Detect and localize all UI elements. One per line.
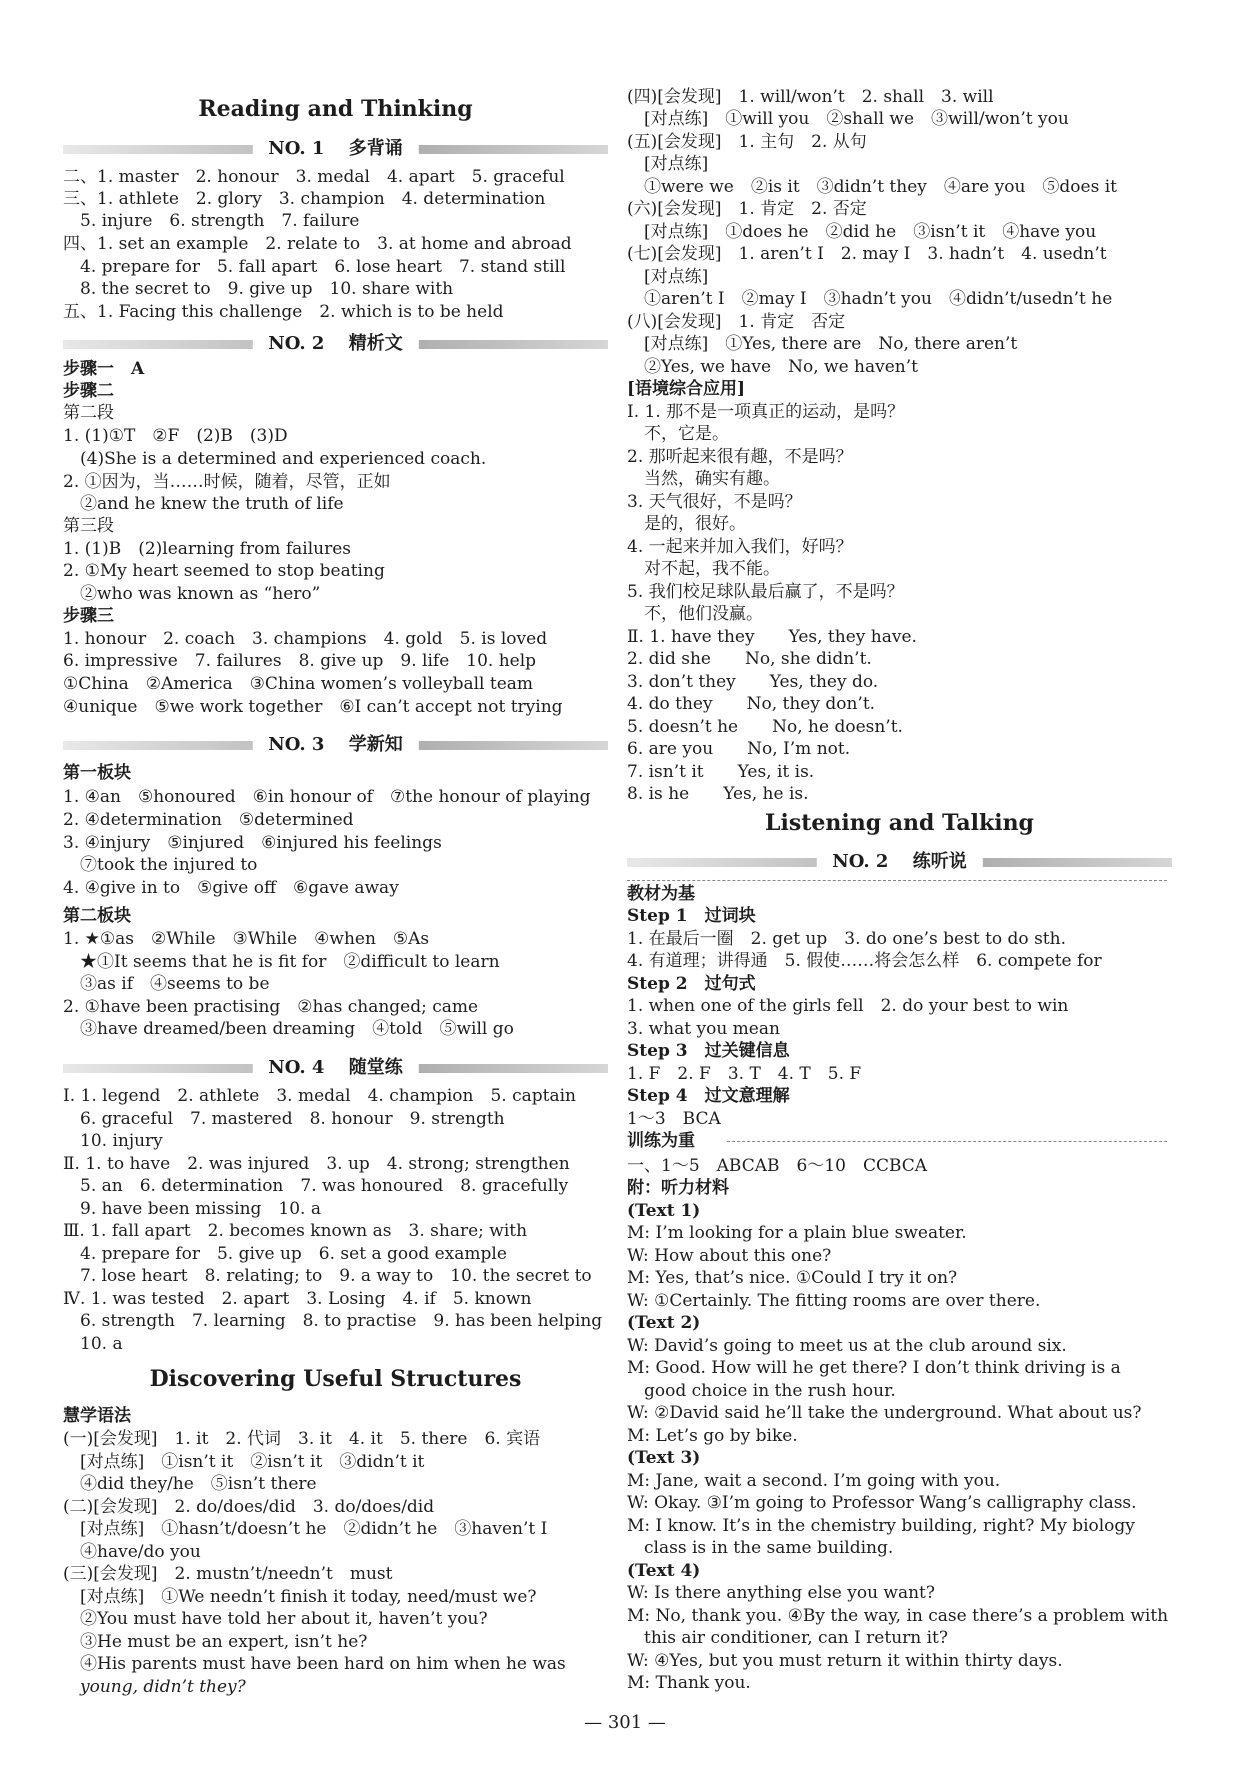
- text-line: 5. an 6. determination 7. was honoured 8. gracefully: [63, 1176, 569, 1196]
- text-line: W: How about this one?: [627, 1246, 832, 1266]
- text-line: 第二板块: [63, 906, 131, 926]
- text-line: ⑦took the injured to: [63, 855, 258, 875]
- text-line: 5. doesn’t he No, he doesn’t.: [627, 717, 903, 737]
- text-line: ②and he knew the truth of life: [63, 494, 344, 514]
- no4-banner: [63, 1057, 608, 1079]
- text-line: 2. 那听起来很有趣，不是吗？: [627, 447, 853, 467]
- text-line: ②who was known as “hero”: [63, 584, 321, 604]
- text-line: ★①It seems that he is fit for ②difficult to learn: [63, 952, 500, 972]
- text-line: good choice in the rush hour.: [627, 1381, 896, 1401]
- text-line: 2. ①have been practising ②has changed; came: [63, 997, 479, 1017]
- text-line: [对点练] ①does he ②did he ③isn’t it ④have you: [627, 222, 1097, 242]
- text-line: 2. did she No, she didn’t.: [627, 649, 872, 669]
- text-line: (六)[会发现] 1. 肯定 2. 否定: [627, 199, 867, 219]
- text-line: 4. 一起来并加入我们，好吗？: [627, 537, 853, 557]
- text-line: 6. strength 7. learning 8. to practise 9. has been helping: [63, 1311, 603, 1331]
- text-line: ④did they/he ⑤isn’t there: [63, 1474, 317, 1494]
- text-line: M: Jane, wait a second. I’m going with you.: [627, 1471, 1001, 1491]
- text-line: ①were we ②is it ③didn’t they ④are you ⑤does it: [627, 177, 1117, 197]
- text-line: 4. prepare for 5. give up 6. set a good example: [63, 1244, 507, 1264]
- text-line: (七)[会发现] 1. aren’t I 2. may I 3. hadn’t 4. usedn’t: [627, 244, 1107, 264]
- no3-banner: [63, 734, 608, 756]
- text-line: M: No, thank you. ④By the way, in case there’s a problem with: [627, 1606, 1169, 1626]
- text-line: M: Good. How will he get there? I don’t think driving is a: [627, 1358, 1121, 1378]
- section-title-listening: Listening and Talking: [765, 810, 1034, 836]
- text-line: ③He must be an expert, isn’t he?: [63, 1632, 368, 1652]
- text-line: Ⅲ. 1. fall apart 2. becomes known as 3. share; with: [63, 1221, 528, 1241]
- no2-listening-banner: [627, 851, 1172, 873]
- text-line: [对点练]: [627, 267, 709, 287]
- text-line: 四、1. set an example 2. relate to 3. at home and abroad: [63, 234, 572, 254]
- text-line: 6. graceful 7. mastered 8. honour 9. strength: [63, 1109, 505, 1129]
- text-line: 9. have been missing 10. a: [63, 1199, 321, 1219]
- text-line: 4. prepare for 5. fall apart 6. lose heart 7. stand still: [63, 257, 566, 277]
- text-line: (Text 4): [627, 1561, 701, 1581]
- text-line: 1. (1)B (2)learning from failures: [63, 539, 351, 559]
- text-line: 步骤三: [63, 606, 114, 626]
- text-line: 7. isn’t it Yes, it is.: [627, 762, 815, 782]
- text-line: 不，它是。: [627, 424, 729, 444]
- text-line: (五)[会发现] 1. 主句 2. 从句: [627, 132, 867, 152]
- no4-title: NO. 4 随堂练: [252, 1057, 418, 1079]
- text-line: 6. are you No, I’m not.: [627, 739, 851, 759]
- no1-banner: [63, 138, 608, 160]
- text-line: Ⅱ. 1. have they Yes, they have.: [627, 627, 917, 647]
- text-line: ③as if ④seems to be: [63, 974, 270, 994]
- text-line: 三、1. athlete 2. glory 3. champion 4. determination: [63, 189, 546, 209]
- text-line: 附：听力材料: [627, 1178, 729, 1198]
- no2-listening-title: NO. 2 练听说: [816, 851, 982, 873]
- text-line: Ⅰ. 1. 那不是一项真正的运动，是吗？: [627, 402, 905, 422]
- text-line: 1. ★①as ②While ③While ④when ⑤As: [63, 929, 430, 949]
- text-line: 1. (1)①T ②F (2)B (3)D: [63, 426, 288, 446]
- text-line: class is in the same building.: [627, 1538, 894, 1558]
- text-line: 1. ④an ⑤honoured ⑥in honour of ⑦the honour of playing: [63, 787, 591, 807]
- text-line: 当然，确实有趣。: [627, 469, 780, 489]
- text-line: 2. ①My heart seemed to stop beating: [63, 561, 385, 581]
- text-line: 2. ④determination ⑤determined: [63, 810, 354, 830]
- text-line: 3. ④injury ⑤injured ⑥injured his feelings: [63, 833, 442, 853]
- text-line: 3. don’t they Yes, they do.: [627, 672, 879, 692]
- text-line: [对点练]: [627, 154, 709, 174]
- text-line: (三)[会发现] 2. mustn’t/needn’t must: [63, 1564, 393, 1584]
- text-line: W: Is there anything else you want?: [627, 1583, 936, 1603]
- text-line: M: Let’s go by bike.: [627, 1426, 798, 1446]
- text-line: (一)[会发现] 1. it 2. 代词 3. it 4. it 5. there 6. 宾语: [63, 1429, 541, 1449]
- text-line: 训练为重: [627, 1131, 695, 1151]
- text-line: 步骤二: [63, 381, 114, 401]
- text-line: (Text 3): [627, 1448, 701, 1468]
- text-line: [对点练] ①will you ②shall we ③will/won’t you: [627, 109, 1069, 129]
- text-line: ④unique ⑤we work together ⑥I can’t accept not trying: [63, 697, 563, 717]
- text-line: Ⅰ. 1. legend 2. athlete 3. medal 4. champion 5. captain: [63, 1086, 576, 1106]
- text-line: Step 1 过词块: [627, 906, 756, 926]
- text-line: ②Yes, we have No, we haven’t: [627, 357, 918, 377]
- text-line: 4. do they No, they don’t.: [627, 694, 876, 714]
- text-line: (Text 1): [627, 1201, 701, 1221]
- no2-banner: [63, 333, 608, 355]
- text-line: 10. a: [63, 1334, 123, 1354]
- text-line: 五、1. Facing this challenge 2. which is to be held: [63, 302, 504, 322]
- text-line: 1～3 BCA: [627, 1109, 721, 1129]
- text-line: ③have dreamed/been dreaming ④told ⑤will go: [63, 1019, 514, 1039]
- text-line: [对点练] ①isn’t it ②isn’t it ③didn’t it: [63, 1452, 425, 1472]
- text-line: 1. 在最后一圈 2. get up 3. do one’s best to do sth.: [627, 929, 1066, 949]
- text-line: Step 4 过文意理解: [627, 1086, 790, 1106]
- text-line: [语境综合应用]: [627, 379, 746, 399]
- text-line: 7. lose heart 8. relating; to 9. a way to 10. the secret to: [63, 1266, 592, 1286]
- text-line: (四)[会发现] 1. will/won’t 2. shall 3. will: [627, 87, 994, 107]
- text-line: 步骤一 A: [63, 359, 145, 379]
- text-line: 教材为基: [627, 884, 695, 904]
- text-line: Step 3 过关键信息: [627, 1041, 790, 1061]
- text-line: Ⅳ. 1. was tested 2. apart 3. Losing 4. if 5. known: [63, 1289, 532, 1309]
- text-line: 5. injure 6. strength 7. failure: [63, 211, 360, 231]
- text-line: this air conditioner, can I return it?: [627, 1628, 949, 1648]
- text-line: M: Thank you.: [627, 1673, 751, 1693]
- divider: [727, 1141, 1167, 1142]
- text-line: W: ①Certainly. The fitting rooms are over there.: [627, 1291, 1041, 1311]
- text-line: (4)She is a determined and experienced coach.: [63, 449, 487, 469]
- text-line: 1. when one of the girls fell 2. do your best to win: [627, 996, 1069, 1016]
- text-line: Step 2 过句式: [627, 974, 756, 994]
- text-line: 4. ④give in to ⑤give off ⑥gave away: [63, 878, 399, 898]
- text-line: 5. 我们校足球队最后赢了，不是吗？: [627, 582, 904, 602]
- text-line: Ⅱ. 1. to have 2. was injured 3. up 4. strong; strengthen: [63, 1154, 570, 1174]
- text-line: ④His parents must have been hard on him when he was: [63, 1654, 566, 1674]
- text-line: ④have/do you: [63, 1542, 201, 1562]
- page-number: — 301 —: [584, 1712, 666, 1733]
- text-line: W: Okay. ③I’m going to Professor Wang’s calligraphy class.: [627, 1493, 1137, 1513]
- text-line: W: ②David said he’ll take the underground. What about us?: [627, 1403, 1142, 1423]
- text-line: 8. the secret to 9. give up 10. share with: [63, 279, 454, 299]
- text-line: 第一板块: [63, 763, 131, 783]
- text-line: (八)[会发现] 1. 肯定 否定: [627, 312, 846, 332]
- text-line: (Text 2): [627, 1313, 701, 1333]
- text-line: 不，他们没赢。: [627, 604, 763, 624]
- text-line: M: Yes, that’s nice. ①Could I try it on?: [627, 1268, 958, 1288]
- no3-title: NO. 3 学新知: [252, 734, 418, 756]
- text-line: 1. F 2. F 3. T 4. T 5. F: [627, 1064, 862, 1084]
- section-title-reading: Reading and Thinking: [198, 96, 473, 122]
- text-line: [对点练] ①Yes, there are No, there aren’t: [627, 334, 1018, 354]
- text-line: young, didn’t they?: [63, 1677, 246, 1697]
- text-line: 3. what you mean: [627, 1019, 780, 1039]
- text-line: 3. 天气很好，不是吗？: [627, 492, 802, 512]
- no1-title: NO. 1 多背诵: [252, 138, 418, 160]
- text-line: 8. is he Yes, he is.: [627, 784, 809, 804]
- text-line: 是的，很好。: [627, 514, 746, 534]
- text-line: [对点练] ①We needn’t finish it today, need/must we?: [63, 1587, 537, 1607]
- divider: [627, 880, 1167, 881]
- text-line: 第三段: [63, 516, 114, 536]
- text-line: 4. 有道理；讲得通 5. 假使……将会怎么样 6. compete for: [627, 951, 1102, 971]
- text-line: 慧学语法: [63, 1406, 131, 1426]
- text-line: ①China ②America ③China women’s volleyball team: [63, 674, 534, 694]
- text-line: [对点练] ①hasn’t/doesn’t he ②didn’t he ③haven’t I: [63, 1519, 548, 1539]
- section-title-structures: Discovering Useful Structures: [149, 1366, 522, 1392]
- text-line: 第二段: [63, 403, 114, 423]
- text-line: M: I know. It’s in the chemistry building, right? My biology: [627, 1516, 1135, 1536]
- text-line: 二、1. master 2. honour 3. medal 4. apart 5. graceful: [63, 167, 565, 187]
- text-line: 6. impressive 7. failures 8. give up 9. life 10. help: [63, 651, 537, 671]
- text-line: W: ④Yes, but you must return it within thirty days.: [627, 1651, 1063, 1671]
- text-line: 1. honour 2. coach 3. champions 4. gold 5. is loved: [63, 629, 548, 649]
- text-line: ②You must have told her about it, haven’t you?: [63, 1609, 488, 1629]
- text-line: (二)[会发现] 2. do/does/did 3. do/does/did: [63, 1497, 435, 1517]
- text-line: M: I’m looking for a plain blue sweater.: [627, 1223, 967, 1243]
- text-line: 对不起，我不能。: [627, 559, 780, 579]
- text-line: ①aren’t I ②may I ③hadn’t you ④didn’t/usedn’t he: [627, 289, 1113, 309]
- text-line: 2. ①因为，当……时候，随着，尽管，正如: [63, 472, 391, 492]
- no2-title: NO. 2 精析文: [252, 333, 418, 355]
- text-line: 10. injury: [63, 1131, 163, 1151]
- text-line: W: David’s going to meet us at the club around six.: [627, 1336, 1067, 1356]
- text-line: 一、1～5 ABCAB 6～10 CCBCA: [627, 1156, 928, 1176]
